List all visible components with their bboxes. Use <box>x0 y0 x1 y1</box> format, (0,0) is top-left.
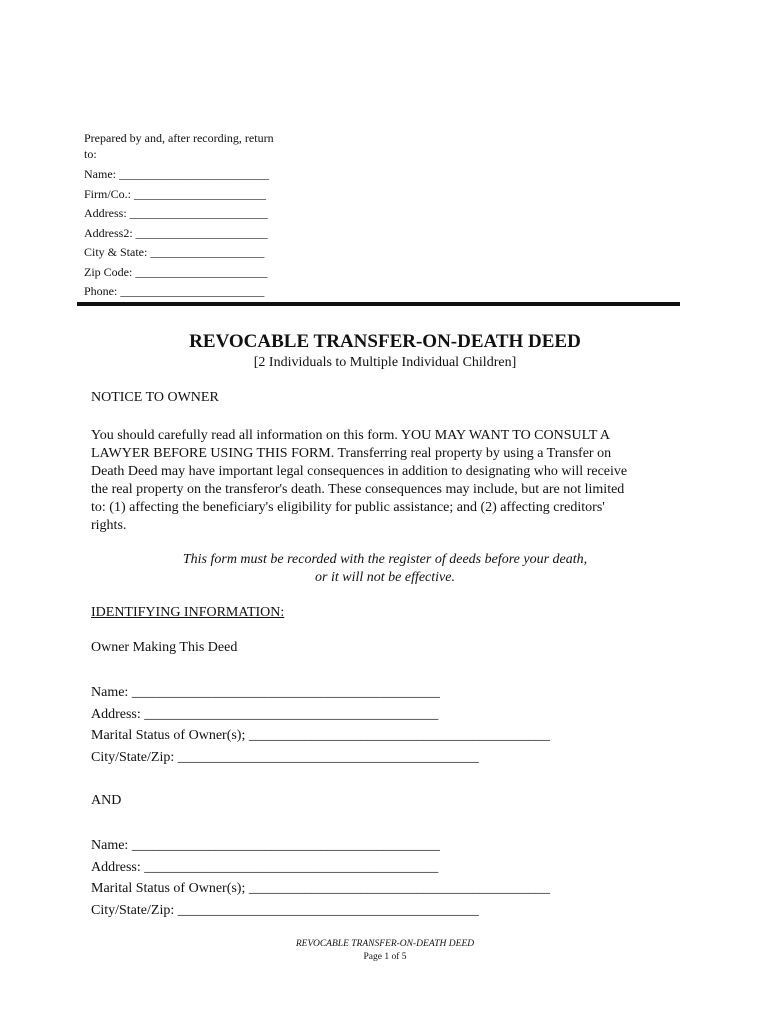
notice-heading: NOTICE TO OWNER <box>91 390 219 405</box>
header-divider <box>77 302 680 306</box>
notice-line: You should carefully read all information on this form. YOU MAY WANT TO CONSULT A <box>91 428 611 443</box>
preparer-address2-field[interactable]: Address2: ______________________ <box>84 225 268 240</box>
identifying-heading: IDENTIFYING INFORMATION: <box>91 605 285 620</box>
notice-line: Death Deed may have important legal consequences in addition to designating who will receive <box>91 464 628 479</box>
preparer-zip-field[interactable]: Zip Code: ______________________ <box>84 264 268 279</box>
owner2-marital-status-field[interactable]: Marital Status of Owner(s); ___________________________________________ <box>91 881 550 897</box>
notice-line: to: (1) affecting the beneficiary's eligibility for public assistance; and (2) affecting creditors' <box>91 500 605 515</box>
preparer-block <box>84 130 304 302</box>
notice-line: rights. <box>91 518 127 533</box>
recording-note <box>0 551 770 587</box>
notice-paragraph <box>91 427 681 535</box>
document-subtitle: [2 Individuals to Multiple Individual Children] <box>253 355 517 370</box>
owner1-city-state-zip-field[interactable]: City/State/Zip: ___________________________________________ <box>91 750 479 766</box>
footer-page-number: Page 1 of 5 <box>363 951 407 962</box>
page-footer <box>0 938 770 963</box>
owner2-fields <box>91 835 550 922</box>
recording-note-line: This form must be recorded with the register of deeds before your death, <box>182 552 588 567</box>
preparer-phone-field[interactable]: Phone: ________________________ <box>84 284 265 298</box>
notice-line: the real property on the transferor's death. These consequences may include, but are not limited <box>91 482 625 497</box>
and-label: AND <box>91 793 122 808</box>
preparer-city-state-field[interactable]: City & State: ___________________ <box>84 245 265 259</box>
owner1-name-field[interactable]: Name: ____________________________________________ <box>91 685 440 700</box>
preparer-firm-field[interactable]: Firm/Co.: ______________________ <box>84 186 267 201</box>
notice-line: LAWYER BEFORE USING THIS FORM. Transferring real property by using a Transfer on <box>91 446 612 461</box>
preparer-address-field[interactable]: Address: _______________________ <box>84 206 268 220</box>
recording-note-line: or it will not be effective. <box>315 570 455 585</box>
owner2-address-field[interactable]: Address: __________________________________________ <box>91 859 439 875</box>
preparer-intro <box>84 130 304 162</box>
owner2-name-field[interactable]: Name: ____________________________________________ <box>91 838 440 853</box>
owner1-fields <box>91 682 550 769</box>
preparer-intro-line: to: <box>84 147 97 161</box>
document-title: REVOCABLE TRANSFER-ON-DEATH DEED <box>189 331 581 352</box>
footer-title: REVOCABLE TRANSFER-ON-DEATH DEED <box>295 939 475 949</box>
owner2-city-state-zip-field[interactable]: City/State/Zip: ___________________________________________ <box>91 903 479 919</box>
preparer-name-field[interactable]: Name: _________________________ <box>84 167 269 181</box>
owner1-address-field[interactable]: Address: __________________________________________ <box>91 706 439 722</box>
owner1-marital-status-field[interactable]: Marital Status of Owner(s); ___________________________________________ <box>91 728 550 744</box>
owner-heading: Owner Making This Deed <box>91 640 238 655</box>
preparer-intro-line: Prepared by and, after recording, return <box>84 131 274 145</box>
